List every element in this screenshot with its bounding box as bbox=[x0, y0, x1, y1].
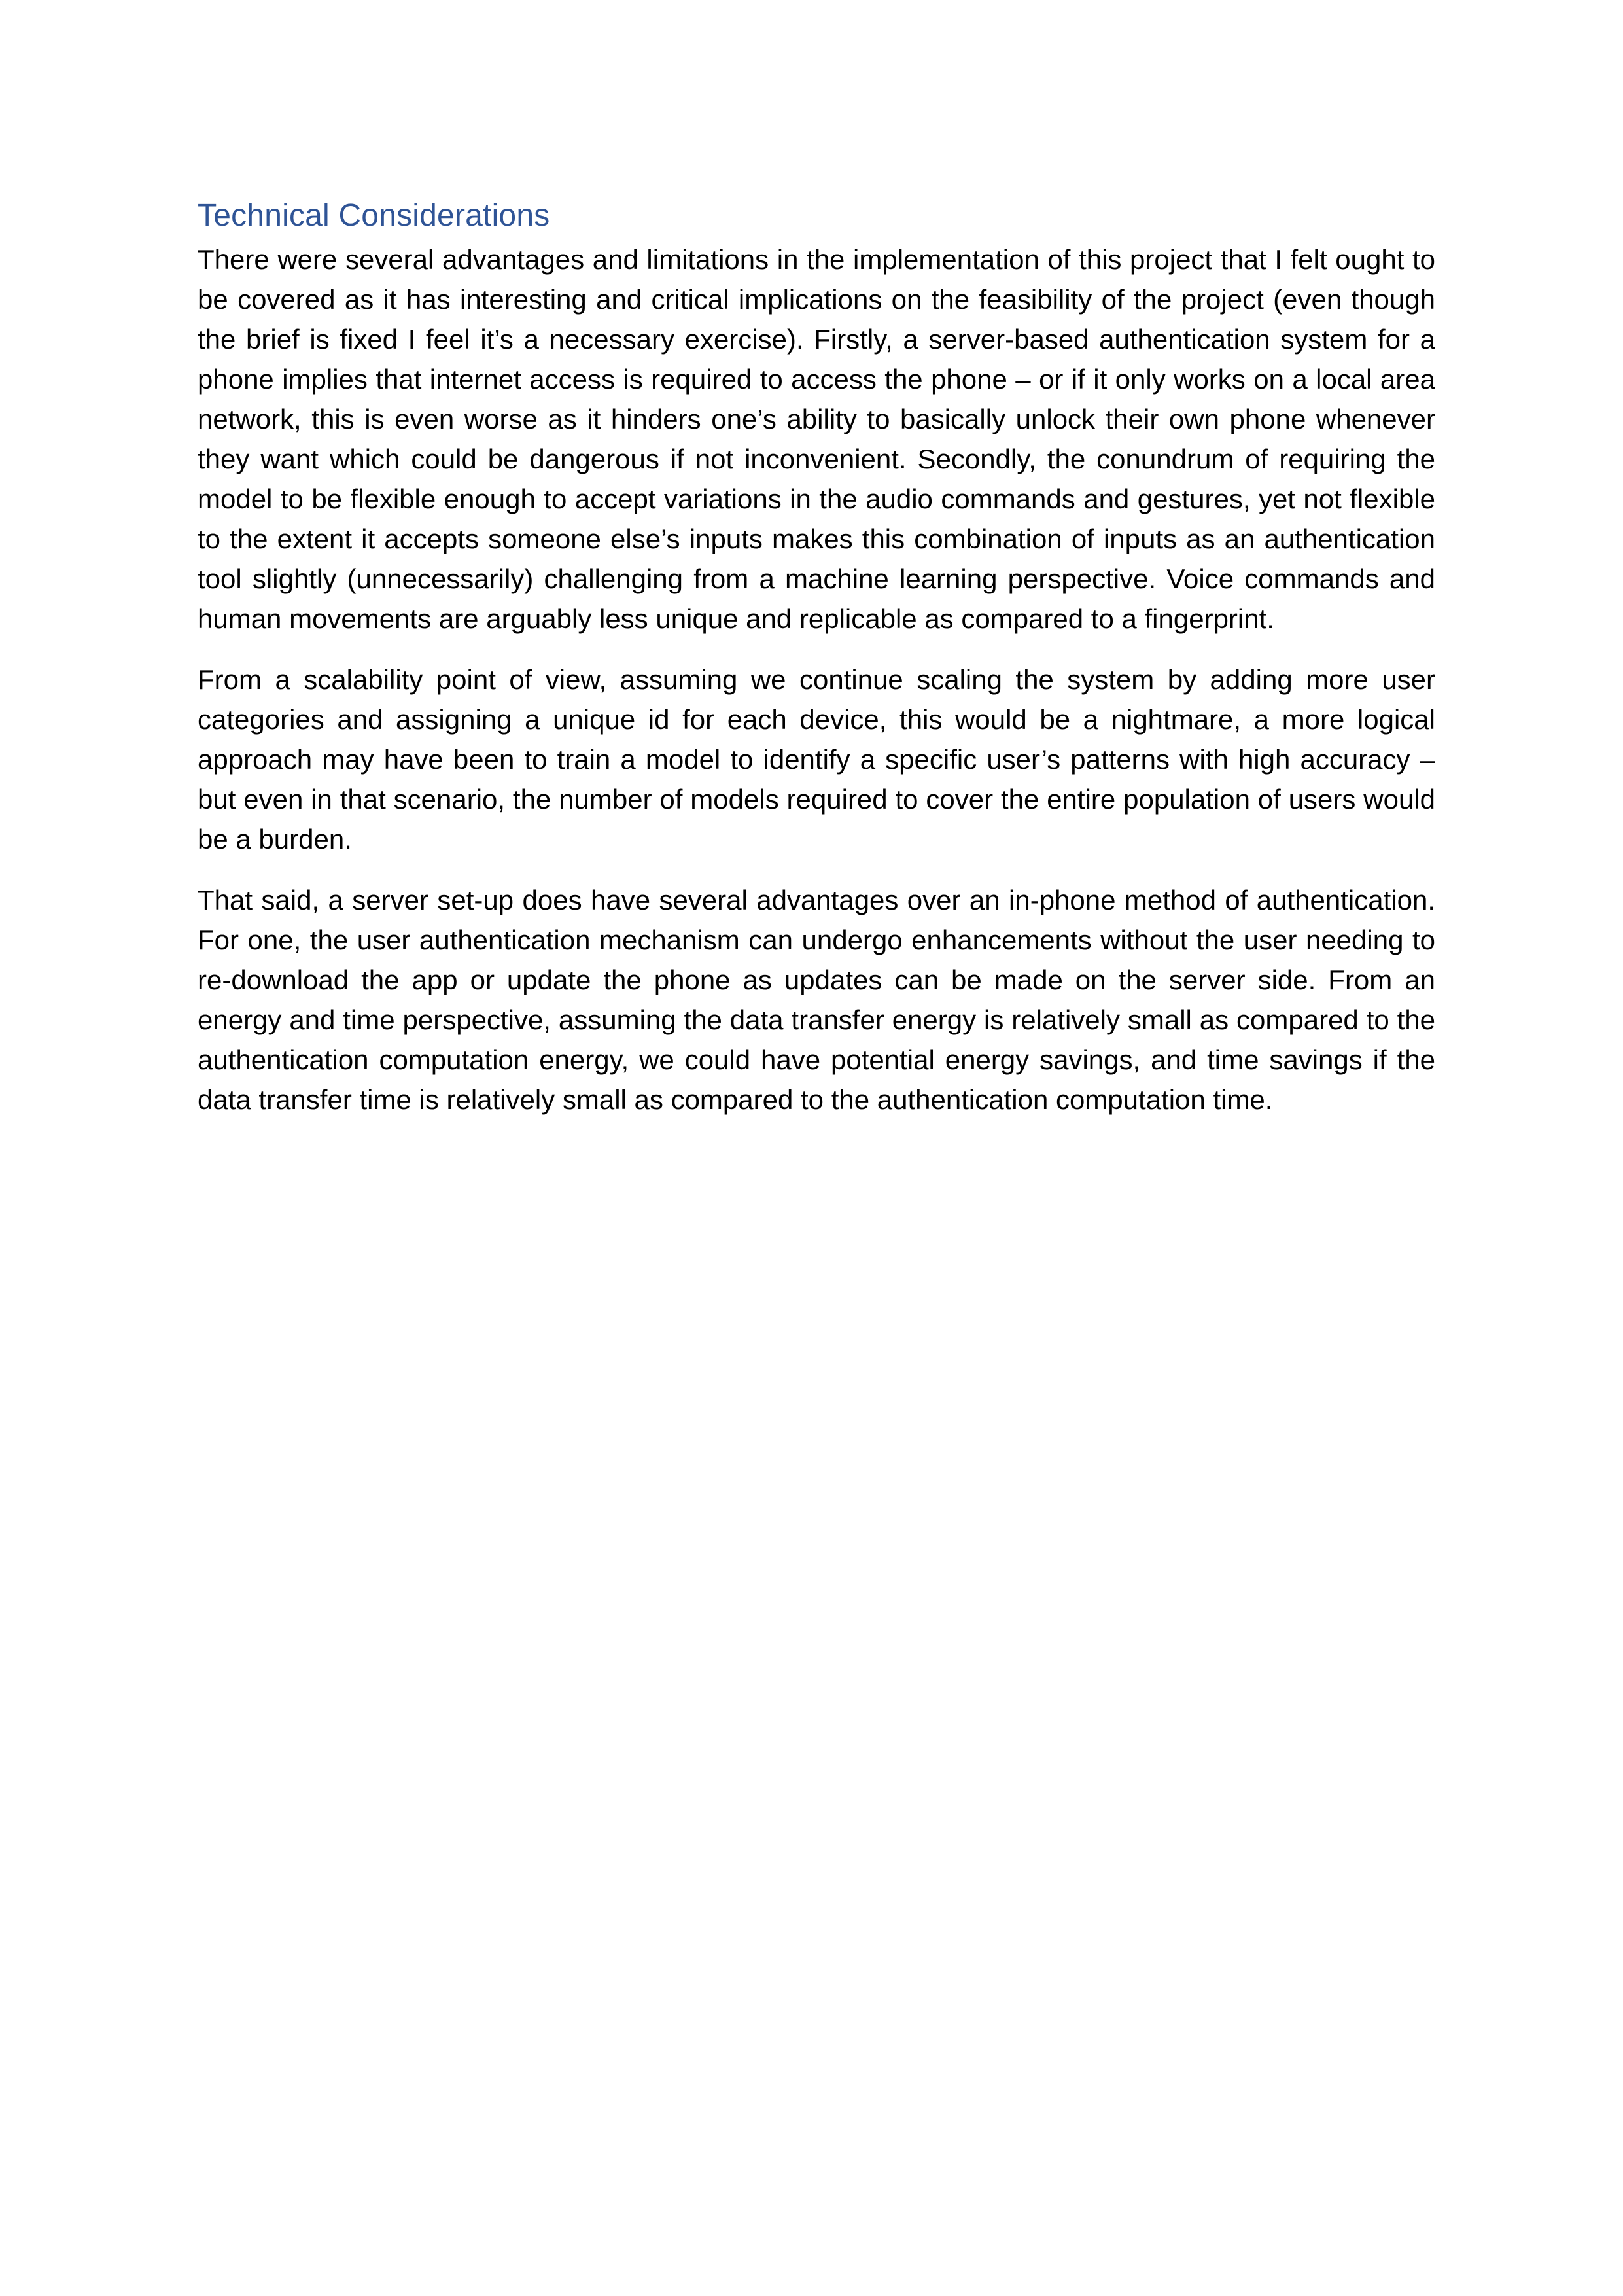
paragraph-scalability: From a scalability point of view, assuming we continue scaling the system by adding more user categories and assigning a unique id for each device, this would be a nightmare, a more logical approach may have been to train a model to identify a specific user’s patterns with high accuracy – but even in that scenario, the number of models required to cover the entire population of users would be a burden. bbox=[198, 664, 1435, 855]
paragraph-limitations: There were several advantages and limitations in the implementation of this project that I felt ought to be covered as it has interesting and critical implications on the feasibility of the project (even though the brief is fixed I feel it’s a necessary exercise). Firstly, a server-based authentication system for a phone implies that internet access is required to access the phone – or if it only works on a local area network, this is even worse as it hinders one’s ability to basically unlock their own phone whenever they want which could be dangerous if not inconvenient. Secondly, the conundrum of requiring the model to be flexible enough to accept variations in the audio commands and gestures, yet not flexible to the extent it accepts someone else’s inputs makes this combination of inputs as an authentication tool slightly (unnecessarily) challenging from a machine learning perspective. Voice commands and human movements are arguably less unique and replicable as compared to a fingerprint. bbox=[198, 244, 1435, 634]
document-body bbox=[198, 196, 1435, 1140]
paragraph-advantages: That said, a server set-up does have several advantages over an in-phone method of authentication. For one, the user authentication mechanism can undergo enhancements without the user needing to re-download the app or update the phone as updates can be made on the server side. From an energy and time perspective, assuming the data transfer energy is relatively small as compared to the authentication computation energy, we could have potential energy savings, and time savings if the data transfer time is relatively small as compared to the authentication computation time. bbox=[198, 885, 1435, 1115]
section-heading: Technical Considerations bbox=[198, 198, 550, 233]
